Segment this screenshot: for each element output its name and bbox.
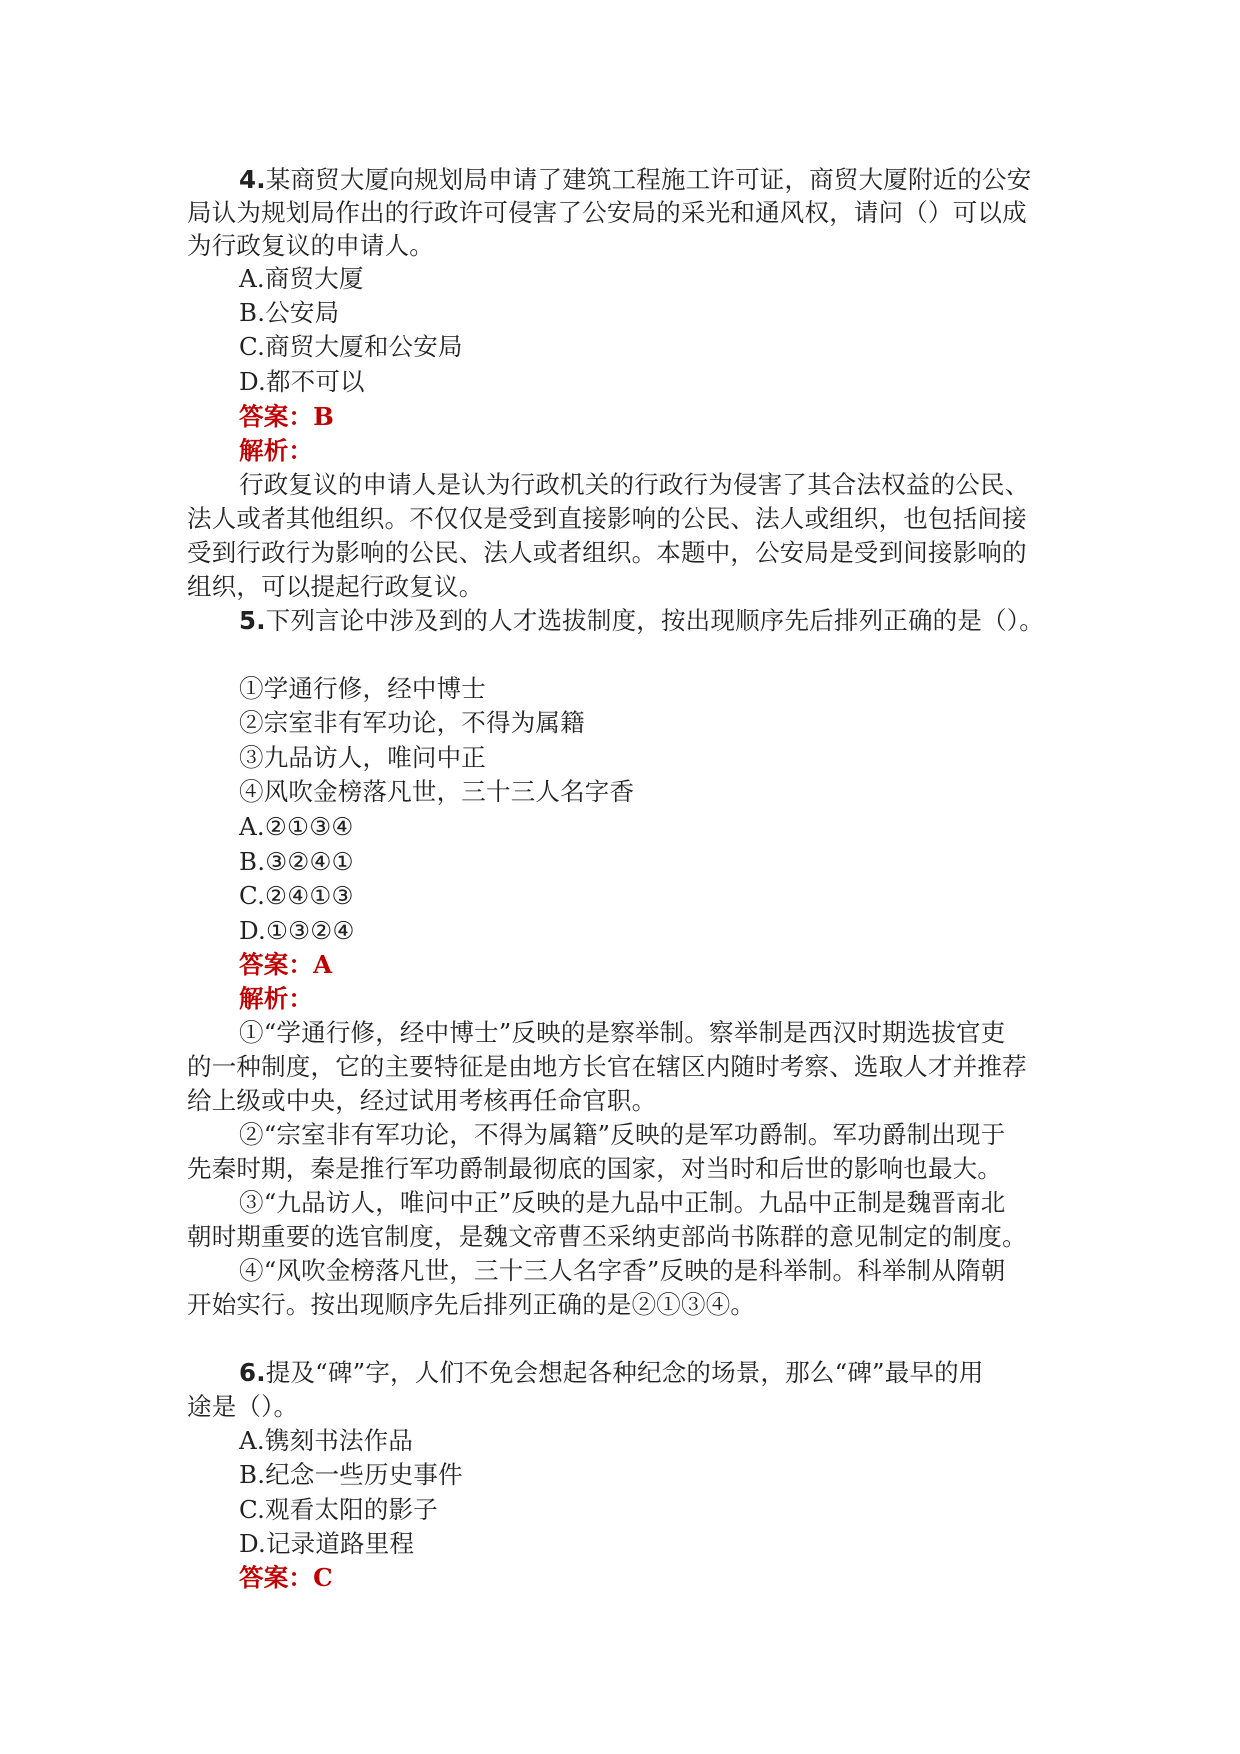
q4-stem-line2: 局认为规划局作出的行政许可侵害了公安局的采光和通风权，请问（）可以成 <box>187 198 1027 227</box>
q6-option-b: B.纪念一些历史事件 <box>239 1460 463 1489</box>
q4-stem-line3: 为行政复议的申请人。 <box>187 231 434 260</box>
q5-analysis-line: ③“九品访人，唯问中正”反映的是九品中正制。九品中正制是魏晋南北 <box>239 1188 1006 1217</box>
q5-option-a: A.②①③④ <box>239 812 354 841</box>
q5-stem-line1: 5.下列言论中涉及到的人才选拔制度，按出现顺序先后排列正确的是（）。 <box>239 606 1044 635</box>
q6-stem-line2: 途是（）。 <box>187 1392 299 1421</box>
q5-option-b: B.③②④① <box>239 847 354 876</box>
q4-option-d: D.都不可以 <box>239 367 365 396</box>
q4-analysis-line: 组织，可以提起行政复议。 <box>187 572 484 601</box>
q5-statement: ④风吹金榜落凡世，三十三人名字香 <box>239 777 635 806</box>
q4-stem-line1: 4.某商贸大厦向规划局申请了建筑工程施工许可证，商贸大厦附近的公安 <box>239 165 1032 194</box>
q5-statement: ②宗室非有军功论，不得为属籍 <box>239 708 585 737</box>
q6-option-a: A.镌刻书法作品 <box>239 1426 414 1455</box>
q5-answer: 答案：A <box>239 950 333 979</box>
q4-answer: 答案：B <box>239 402 335 431</box>
q5-analysis-line: ②“宗室非有军功论，不得为属籍”反映的是军功爵制。军功爵制出现于 <box>239 1120 1006 1149</box>
q4-analysis-line: 法人或者其他组织。不仅仅是受到直接影响的公民、法人或组织，也包括间接 <box>187 504 1027 533</box>
q4-option-c: C.商贸大厦和公安局 <box>239 332 463 361</box>
q4-analysis-line: 行政复议的申请人是认为行政机关的行政行为侵害了其合法权益的公民、 <box>239 470 1030 499</box>
q5-analysis-line: 先秦时期，秦是推行军功爵制最彻底的国家，对当时和后世的影响也最大。 <box>187 1154 1003 1183</box>
q6-answer: 答案：C <box>239 1563 333 1592</box>
q5-analysis-line: ①“学通行修，经中博士”反映的是察举制。察举制是西汉时期选拔官吏 <box>239 1018 1006 1047</box>
q5-analysis-line: 朝时期重要的选官制度，是魏文帝曹丕采纳吏部尚书陈群的意见制定的制度。 <box>187 1222 1027 1251</box>
q4-option-b: B.公安局 <box>239 298 340 327</box>
q6-stem-line1: 6.提及“碑”字，人们不免会想起各种纪念的场景，那么“碑”最早的用 <box>239 1358 984 1387</box>
q5-analysis-label: 解析： <box>239 984 314 1013</box>
q5-statement: ①学通行修，经中博士 <box>239 674 486 703</box>
q5-option-d: D.①③②④ <box>239 916 355 945</box>
q6-number: 6. <box>239 1358 266 1387</box>
q4-analysis-line: 受到行政行为影响的公民、法人或者组织。本题中，公安局是受到间接影响的 <box>187 538 1027 567</box>
q5-analysis-line: ④“风吹金榜落凡世，三十三人名字香”反映的是科举制。科举制从隋朝 <box>239 1256 1006 1285</box>
q6-option-c: C.观看太阳的影子 <box>239 1495 438 1524</box>
q4-analysis-label: 解析： <box>239 436 314 465</box>
q6-option-d: D.记录道路里程 <box>239 1529 415 1558</box>
q4-option-a: A.商贸大厦 <box>239 264 364 293</box>
q5-number: 5. <box>239 606 266 635</box>
q5-statement: ③九品访人，唯问中正 <box>239 743 486 772</box>
q5-analysis-line: 的一种制度，它的主要特征是由地方长官在辖区内随时考察、选取人才并推荐 <box>187 1052 1027 1081</box>
q4-number: 4. <box>239 165 266 194</box>
q5-option-c: C.②④①③ <box>239 881 354 910</box>
q5-analysis-line: 给上级或中央，经过试用考核再任命官职。 <box>187 1086 657 1115</box>
q5-analysis-line: 开始实行。按出现顺序先后排列正确的是②①③④。 <box>187 1290 756 1319</box>
